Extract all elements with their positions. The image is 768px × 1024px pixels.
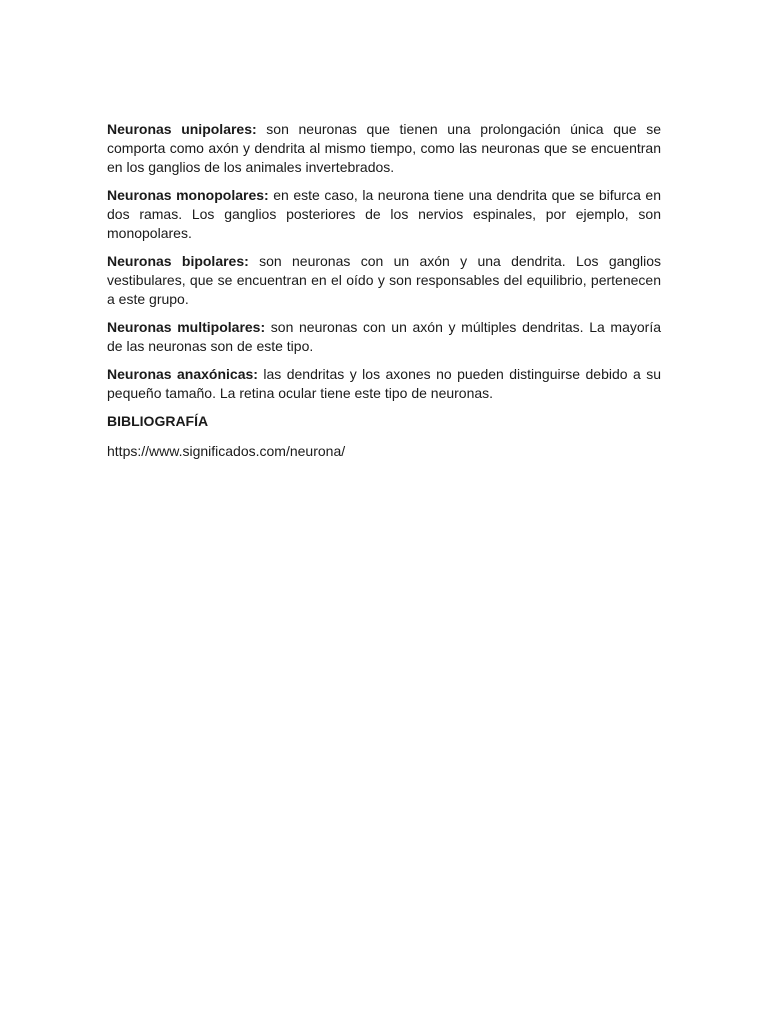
paragraph-multipolares: [107, 318, 661, 356]
text-bipolares: son neuronas con un axón y una dendrita. Los ganglios vestibulares, que se encuentran en el oído y son responsables del equilibrio, pertenecen a este grupo.: [107, 253, 661, 307]
text-unipolares: son neuronas que tienen una prolongación única que se comporta como axón y dendrita al mismo tiempo, como las neuronas que se encuentran en los ganglios de los animales invertebrados.: [107, 121, 661, 175]
bibliography-heading: BIBLIOGRAFÍA: [107, 413, 209, 429]
term-unipolares: Neuronas unipolares:: [107, 121, 257, 137]
term-bipolares: Neuronas bipolares:: [107, 253, 249, 269]
text-anaxonicas: las dendritas y los axones no pueden distinguirse debido a su pequeño tamaño. La retina ocular tiene este tipo de neuronas.: [107, 366, 661, 401]
paragraph-monopolares: [107, 186, 661, 243]
paragraph-unipolares: [107, 120, 661, 177]
term-multipolares: Neuronas multipolares:: [107, 319, 266, 335]
text-multipolares: son neuronas con un axón y múltiples dendritas. La mayoría de las neuronas son de este tipo.: [107, 319, 662, 354]
text-monopolares: en este caso, la neurona tiene una dendrita que se bifurca en dos ramas. Los ganglios posteriores de los nervios espinales, por ejemplo, son monopolares.: [107, 187, 661, 241]
bibliography-link[interactable]: https://www.significados.com/neurona/: [107, 443, 346, 459]
term-anaxonicas: Neuronas anaxónicas:: [107, 366, 258, 382]
term-monopolares: Neuronas monopolares:: [107, 187, 269, 203]
paragraph-bipolares: [107, 252, 661, 309]
paragraph-anaxonicas: [107, 365, 661, 403]
document-page: [107, 120, 661, 461]
